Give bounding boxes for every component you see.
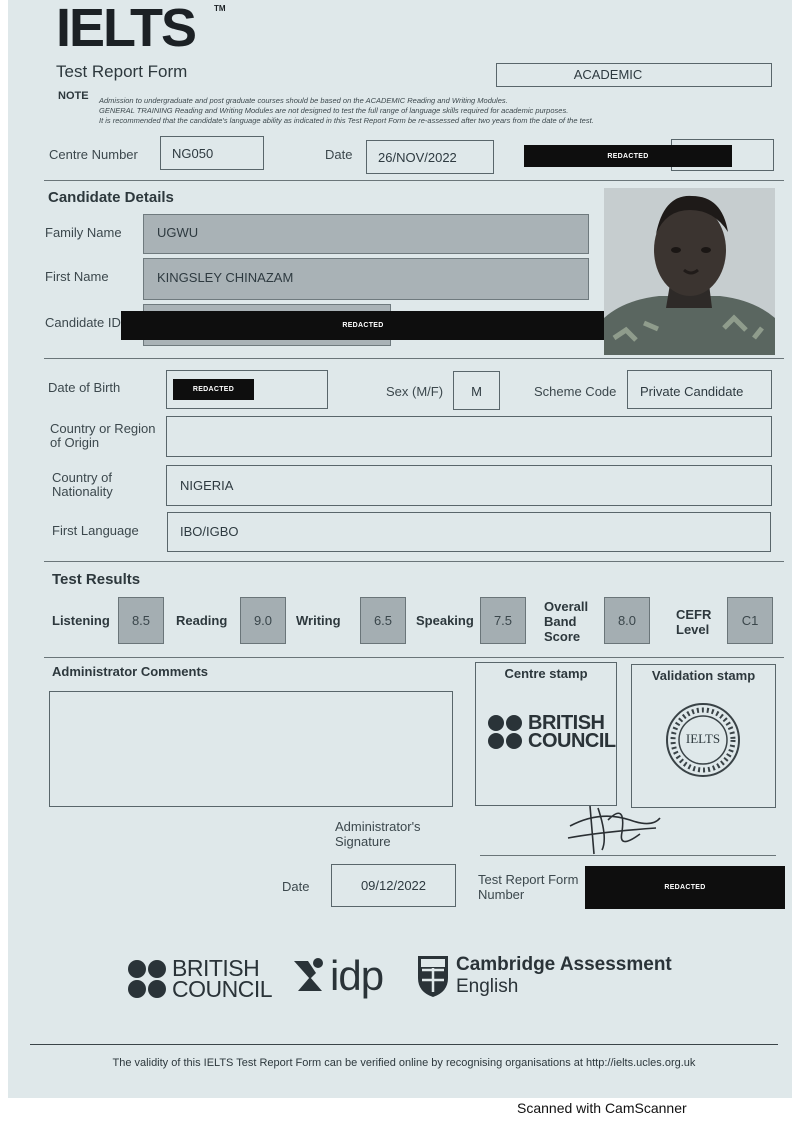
form-title: Test Report Form xyxy=(56,62,188,81)
note-line-1: Admission to undergraduate and post graduate courses should be based on the ACADEMIC Reading and Writing Modules. xyxy=(99,96,508,105)
family-name-label: Family Name xyxy=(45,225,122,240)
scheme-code-label: Scheme Code xyxy=(534,384,617,399)
seal-text: IELTS xyxy=(685,731,721,746)
scheme-code-value: Private Candidate xyxy=(640,384,744,399)
centre-number-label: Centre Number xyxy=(49,147,138,162)
nationality-box xyxy=(166,465,772,506)
stamp-british: BRITISH xyxy=(528,712,605,734)
divider-candidate xyxy=(44,358,784,359)
writing-score: 6.5 xyxy=(360,597,406,644)
first-language-label: First Language xyxy=(52,523,139,538)
candidate-photo xyxy=(604,188,775,355)
note-label: NOTE xyxy=(58,90,89,102)
origin-label-line-1: Country or Region xyxy=(50,421,156,436)
footer-council: COUNCIL xyxy=(172,976,273,1003)
overall-label-line-1: Overall xyxy=(544,599,589,614)
admin-comments-label: Administrator Comments xyxy=(52,664,209,679)
idp-logo xyxy=(290,952,384,999)
footer-british: BRITISH xyxy=(172,955,260,981)
redacted-candidate-id: REDACTED xyxy=(121,311,605,340)
test-results-heading: Test Results xyxy=(52,571,141,588)
divider-admin xyxy=(44,657,784,658)
reading-label: Reading xyxy=(176,613,228,628)
idp-text: idp xyxy=(330,952,384,999)
first-name-label: First Name xyxy=(45,269,109,284)
module-value: ACADEMIC xyxy=(573,67,643,82)
footer-british-council-logo xyxy=(128,955,273,1003)
british-council-dots-icon xyxy=(488,715,522,749)
camscanner-watermark: Scanned with CamScanner xyxy=(517,1100,687,1116)
admin-comments-box xyxy=(49,691,453,807)
centre-number-value: NG050 xyxy=(172,146,214,161)
cambridge-shield-icon xyxy=(416,954,450,998)
first-language-value: IBO/IGBO xyxy=(180,524,239,539)
listening-score: 8.5 xyxy=(118,597,164,644)
admin-date-label: Date xyxy=(282,879,310,894)
stamp-council: COUNCIL xyxy=(528,730,616,753)
writing-label: Writing xyxy=(296,613,341,628)
trf-number-label-line-1: Test Report Form xyxy=(478,872,579,887)
candidate-details-heading: Candidate Details xyxy=(48,189,174,206)
administrator-signature xyxy=(560,798,670,858)
family-name-value: UGWU xyxy=(157,225,199,240)
listening-label: Listening xyxy=(52,613,110,628)
redacted-centre-field: REDACTED xyxy=(524,145,732,167)
reading-score: 9.0 xyxy=(240,597,286,644)
first-language-box xyxy=(167,512,771,552)
divider-footer xyxy=(30,1044,778,1045)
cefr-score: C1 xyxy=(727,597,773,644)
sex-label: Sex (M/F) xyxy=(386,384,444,399)
first-name-value: KINGSLEY CHINAZAM xyxy=(157,270,294,285)
dob-label: Date of Birth xyxy=(48,380,121,395)
validation-stamp-label: Validation stamp xyxy=(651,668,756,683)
signature-label-line-1: Administrator's xyxy=(335,819,421,834)
nationality-value: NIGERIA xyxy=(180,478,234,493)
nationality-label-line-2: Nationality xyxy=(52,484,113,499)
centre-stamp-label: Centre stamp xyxy=(504,666,588,681)
note-line-2: GENERAL TRAINING Reading and Writing Modules are not designed to test the full range of language skills required for academic purposes. xyxy=(99,106,569,115)
test-date-label: Date xyxy=(325,147,353,162)
redacted-trf-number: REDACTED xyxy=(585,866,785,909)
trf-number-label-line-2: Number xyxy=(478,887,525,902)
redacted-dob: REDACTED xyxy=(173,379,254,400)
cefr-label-line-2: Level xyxy=(676,622,710,637)
trademark-mark: TM xyxy=(214,4,226,13)
ielts-logo: IELTS xyxy=(56,0,196,58)
cefr-label-line-1: CEFR xyxy=(676,607,712,622)
speaking-score: 7.5 xyxy=(480,597,526,644)
validity-note: The validity of this IELTS Test Report Form can be verified online by recognising organisations at http://ielts.ucles.org.uk xyxy=(112,1057,696,1069)
test-date-value: 26/NOV/2022 xyxy=(378,150,457,165)
divider-centre xyxy=(44,180,784,181)
overall-label-line-2: Band xyxy=(544,614,577,629)
cambridge-text-line-1: Cambridge Assessment xyxy=(456,954,672,975)
overall-score: 8.0 xyxy=(604,597,650,644)
candidate-id-label: Candidate ID xyxy=(45,315,121,330)
family-name-box xyxy=(143,214,589,254)
cambridge-logo xyxy=(416,954,672,998)
centre-stamp-british-council-logo xyxy=(488,714,616,751)
nationality-label-line-1: Country of xyxy=(52,470,112,485)
speaking-label: Speaking xyxy=(416,613,474,628)
overall-label-line-3: Score xyxy=(544,629,581,644)
idp-mark-icon xyxy=(290,955,328,997)
note-line-3: It is recommended that the candidate's language ability as indicated in this Test Report Form be re-assessed after two years from the date of the test. xyxy=(99,116,594,125)
sex-value: M xyxy=(471,384,482,399)
origin-box xyxy=(166,416,772,457)
signature-line xyxy=(480,855,776,856)
cambridge-text-line-2: English xyxy=(456,976,519,997)
ielts-validation-seal-icon xyxy=(665,702,741,778)
signature-label-line-2: Signature xyxy=(335,834,391,849)
admin-date-value: 09/12/2022 xyxy=(360,878,427,893)
divider-results xyxy=(44,561,784,562)
origin-label-line-2: of Origin xyxy=(50,435,100,450)
british-council-dots-icon xyxy=(128,960,166,998)
